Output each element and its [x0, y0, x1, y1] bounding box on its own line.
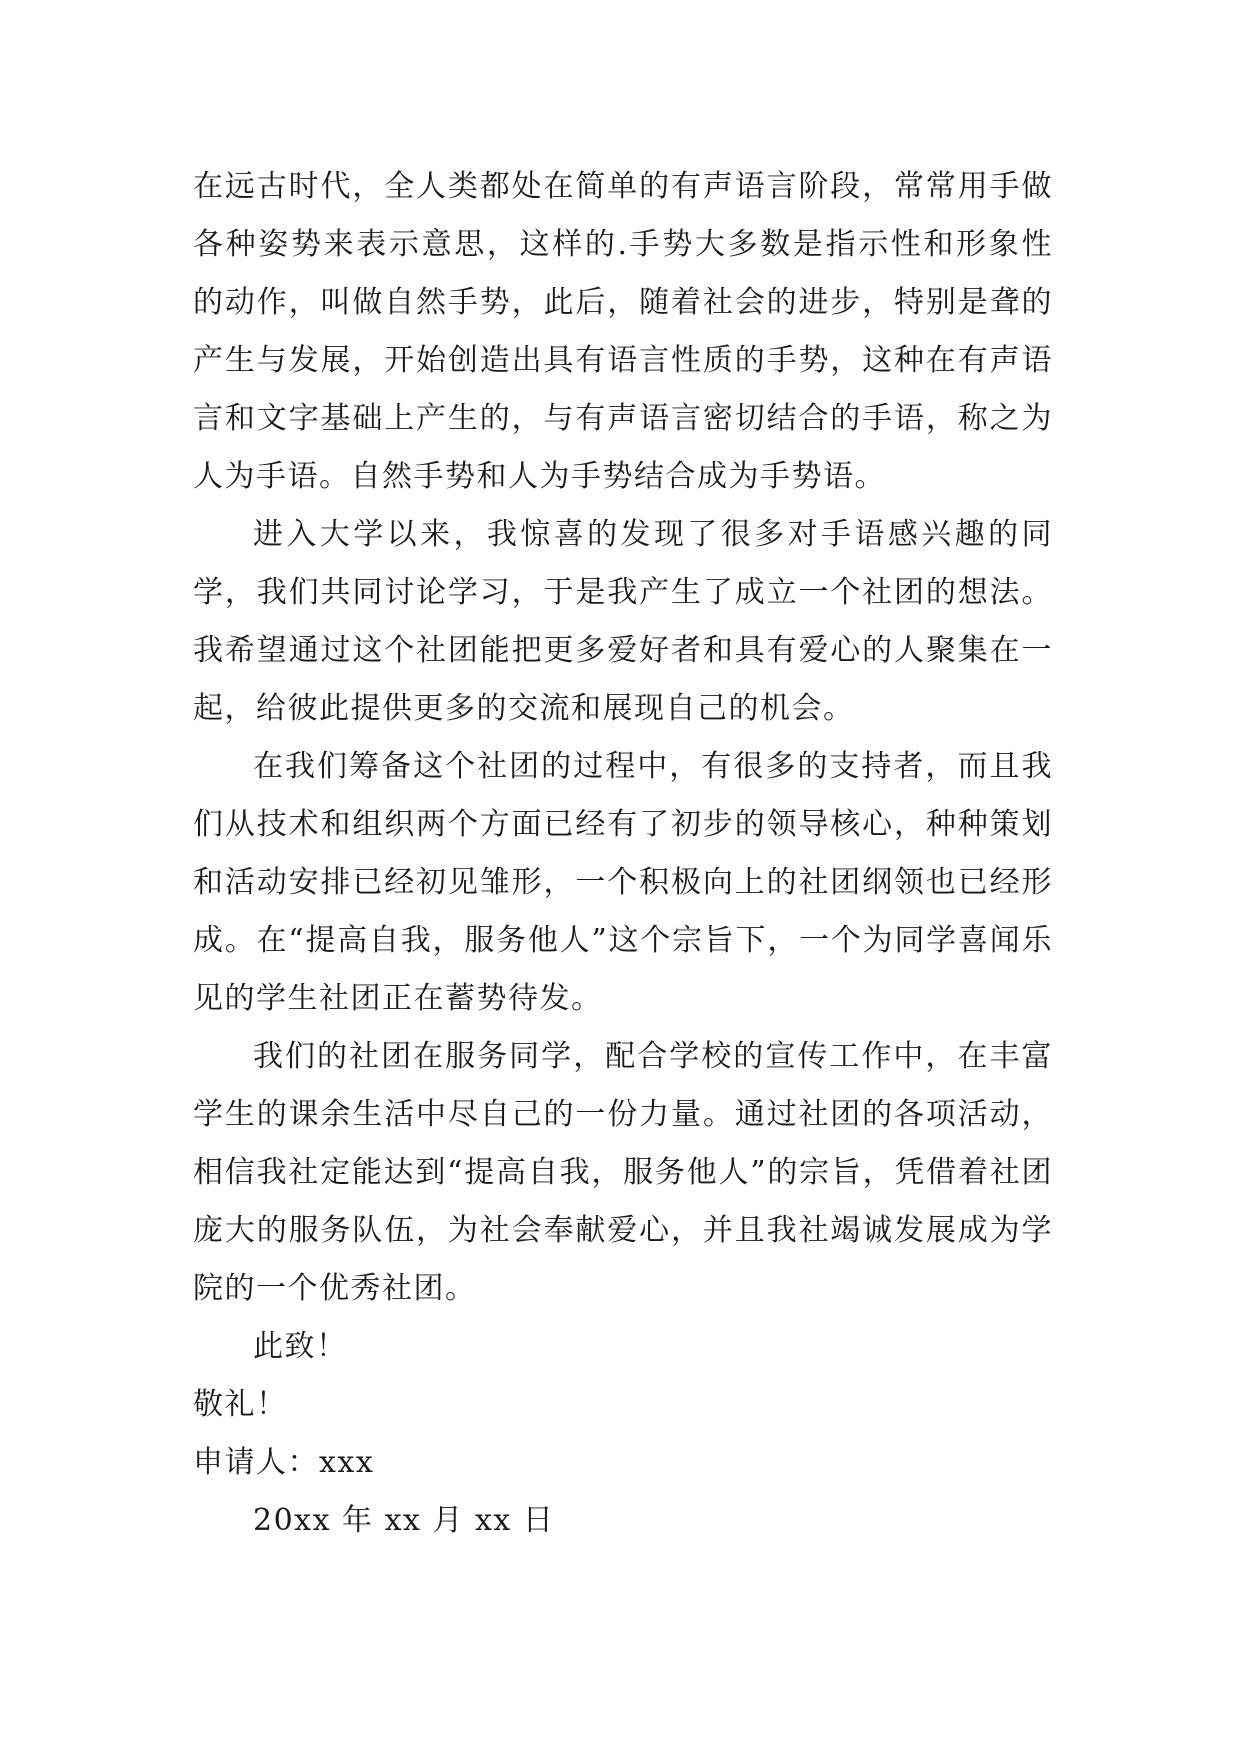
paragraph-club-idea: 进入大学以来，我惊喜的发现了很多对手语感兴趣的同学，我们共同讨论学习，于是我产生了成立一个社团的想法。我希望通过这个社团能把更多爱好者和具有爱心的人聚集在一起，给彼此提供更多的交流和展现自己的机会。	[193, 517, 1053, 726]
salute-text: 敬礼！	[193, 1387, 288, 1422]
paragraph-club-goals: 我们的社团在服务同学，配合学校的宣传工作中，在丰富学生的课余生活中尽自己的一份力量。通过社团的各项活动，相信我社定能达到“提高自我，服务他人”的宗旨，凭借着社团庞大的服务队伍，为社会奉献爱心，并且我社竭诚发展成为学院的一个优秀社团。	[193, 1039, 1053, 1306]
paragraph-preparation: 在我们筹备这个社团的过程中，有很多的支持者，而且我们从技术和组织两个方面已经有了初步的领导核心，种种策划和活动安排已经初见雏形，一个积极向上的社团纲领也已经形成。在“提高自我，服务他人”这个宗旨下，一个为同学喜闻乐见的学生社团正在蓄势待发。	[193, 749, 1053, 1016]
document-page	[193, 158, 1053, 1550]
closing-text: 此致！	[253, 1329, 348, 1364]
date-line: 20xx 年 xx 月 xx 日	[253, 1503, 555, 1538]
paragraph-origin-of-sign-language: 在远古时代，全人类都处在简单的有声语言阶段，常常用手做各种姿势来表示意思，这样的.手势大多数是指示性和形象性的动作，叫做自然手势，此后，随着社会的进步，特别是聋的产生与发展，开始创造出具有语言性质的手势，这种在有声语言和文字基础上产生的，与有声语言密切结合的手语，称之为人为手语。自然手势和人为手势结合成为手势语。	[193, 169, 1053, 494]
applicant-signature: 申请人：xxx	[193, 1445, 375, 1480]
